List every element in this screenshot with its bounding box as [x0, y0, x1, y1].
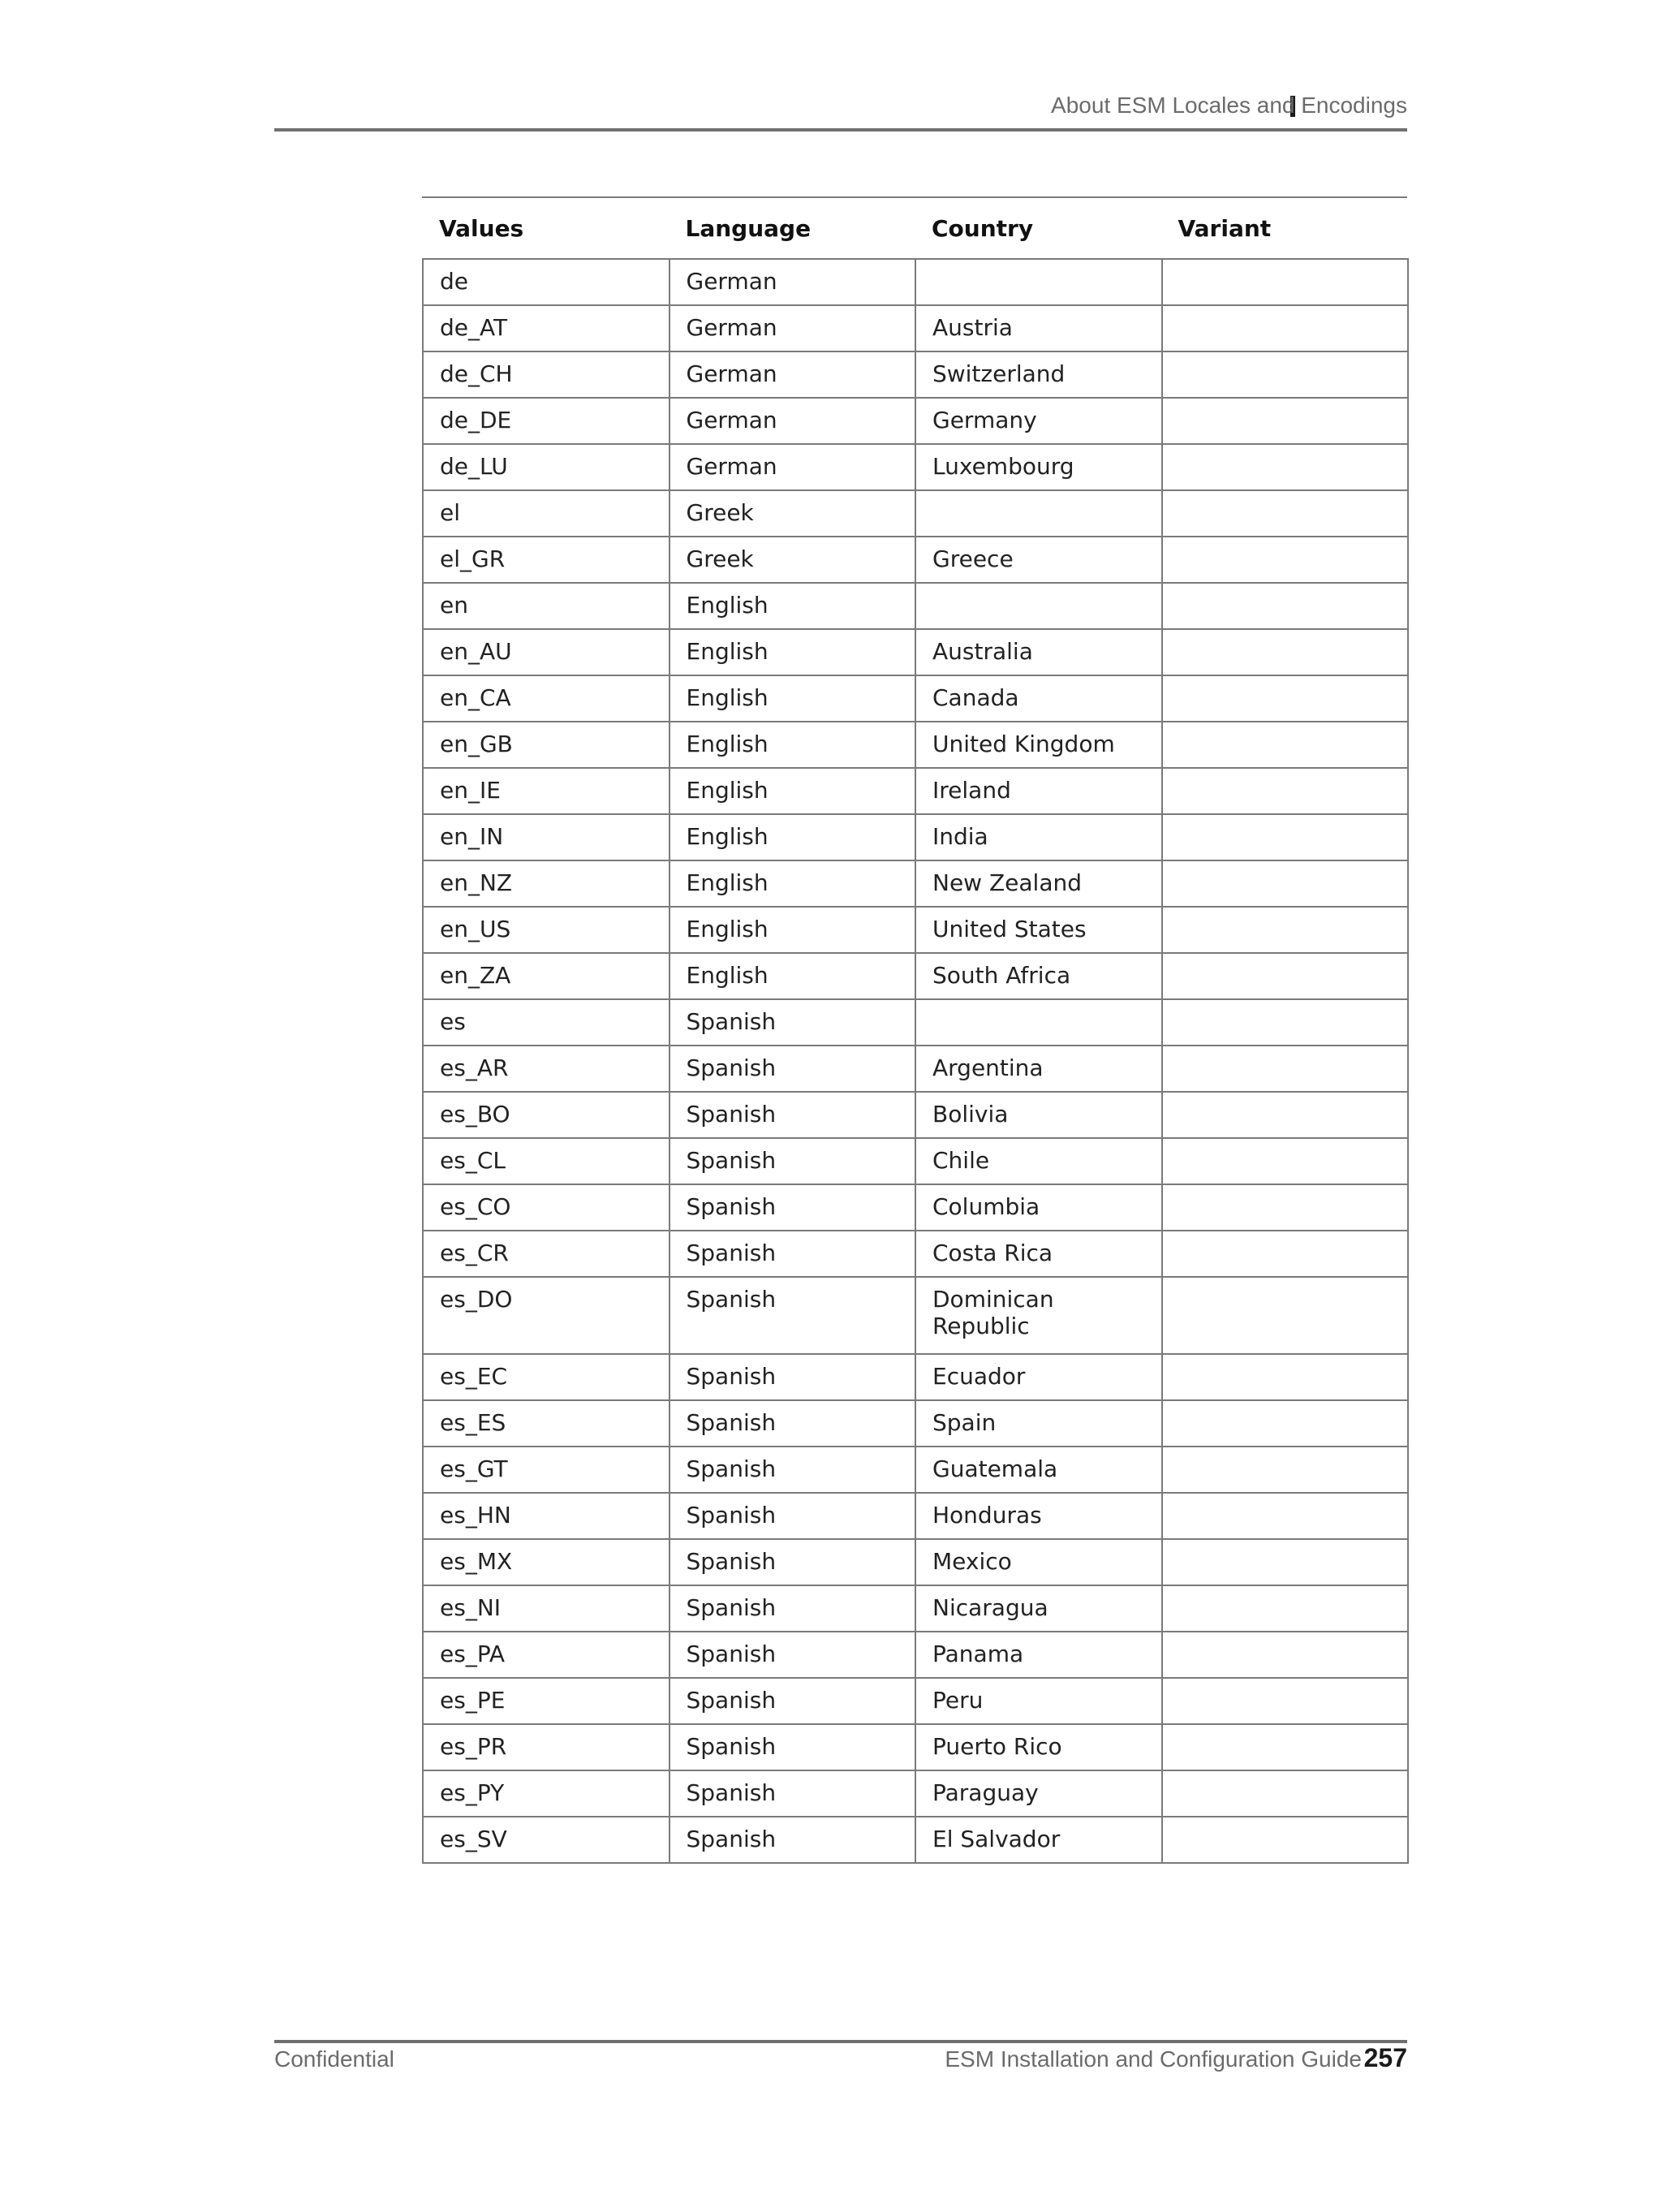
cell-variant	[1162, 629, 1409, 675]
table-row	[423, 907, 1408, 953]
table-row	[423, 398, 1408, 444]
column-header-variant: Variant	[1178, 214, 1272, 242]
table-body	[423, 259, 1408, 1863]
cell-language: English	[670, 768, 916, 814]
table-row	[423, 1447, 1408, 1493]
cell-value: el_GR	[423, 537, 670, 583]
cell-variant	[1162, 722, 1409, 768]
cell-value: es_DO	[423, 1277, 670, 1354]
table-row	[423, 1493, 1408, 1539]
table-row	[423, 1277, 1408, 1354]
cell-variant	[1162, 1585, 1409, 1632]
cell-variant	[1162, 1231, 1409, 1277]
cell-language: English	[670, 953, 916, 999]
cell-value: es_PY	[423, 1770, 670, 1817]
cell-variant	[1162, 1770, 1409, 1817]
cell-language: Spanish	[670, 1539, 916, 1585]
table-row	[423, 444, 1408, 490]
column-header-values: Values	[439, 214, 524, 242]
cell-variant	[1162, 1539, 1409, 1585]
cell-value: de_DE	[423, 398, 670, 444]
cell-variant	[1162, 398, 1409, 444]
locales-table	[422, 198, 1409, 1864]
cell-variant	[1162, 351, 1409, 398]
table-row	[423, 1770, 1408, 1817]
cell-value: en_IE	[423, 768, 670, 814]
cell-language: English	[670, 583, 916, 629]
cell-language: English	[670, 907, 916, 953]
table-row	[423, 351, 1408, 398]
cell-value: en_NZ	[423, 860, 670, 907]
cell-language: German	[670, 305, 916, 351]
table-row	[423, 305, 1408, 351]
table-row	[423, 1184, 1408, 1231]
cell-variant	[1162, 259, 1409, 305]
table-row	[423, 1400, 1408, 1447]
cell-variant	[1162, 1046, 1409, 1092]
cell-value: de_LU	[423, 444, 670, 490]
cell-value: es_AR	[423, 1046, 670, 1092]
cell-country: Greece	[915, 537, 1162, 583]
table-row	[423, 1231, 1408, 1277]
cell-value: es_SV	[423, 1817, 670, 1863]
cell-variant	[1162, 907, 1409, 953]
footer-confidential: Confidential	[274, 2046, 394, 2072]
cell-variant	[1162, 583, 1409, 629]
cell-country	[915, 583, 1162, 629]
cell-language: Spanish	[670, 1770, 916, 1817]
cell-variant	[1162, 1678, 1409, 1724]
cell-country: Honduras	[915, 1493, 1162, 1539]
cell-variant	[1162, 1400, 1409, 1447]
table-row	[423, 953, 1408, 999]
cell-value: es_PE	[423, 1678, 670, 1724]
cell-variant	[1162, 1184, 1409, 1231]
cell-country: New Zealand	[915, 860, 1162, 907]
table-row	[423, 999, 1408, 1046]
cell-value: en_GB	[423, 722, 670, 768]
cell-language: Greek	[670, 537, 916, 583]
cell-variant	[1162, 1632, 1409, 1678]
cell-language: Spanish	[670, 1678, 916, 1724]
cell-value: es_PR	[423, 1724, 670, 1770]
table-header-row	[423, 198, 1408, 259]
cell-country: Nicaragua	[915, 1585, 1162, 1632]
cell-value: en_CA	[423, 675, 670, 722]
cell-language: Spanish	[670, 1184, 916, 1231]
cell-language: English	[670, 629, 916, 675]
cell-value: de	[423, 259, 670, 305]
cell-language: German	[670, 351, 916, 398]
cell-language: German	[670, 398, 916, 444]
cell-value: en	[423, 583, 670, 629]
cell-country: Columbia	[915, 1184, 1162, 1231]
cell-country: Austria	[915, 305, 1162, 351]
cell-variant	[1162, 1493, 1409, 1539]
cell-language: Spanish	[670, 999, 916, 1046]
table-row	[423, 722, 1408, 768]
cell-variant	[1162, 953, 1409, 999]
table-row	[423, 1724, 1408, 1770]
cell-country: Germany	[915, 398, 1162, 444]
cell-variant	[1162, 860, 1409, 907]
cell-country: Guatemala	[915, 1447, 1162, 1493]
cell-country: Canada	[915, 675, 1162, 722]
cell-language: Spanish	[670, 1138, 916, 1184]
table-row	[423, 537, 1408, 583]
cell-variant	[1162, 675, 1409, 722]
cell-variant	[1162, 305, 1409, 351]
cell-language: Spanish	[670, 1632, 916, 1678]
table-row	[423, 583, 1408, 629]
cell-variant	[1162, 490, 1409, 537]
table-row	[423, 629, 1408, 675]
table-row	[423, 860, 1408, 907]
cell-language: Spanish	[670, 1724, 916, 1770]
cell-country: Ireland	[915, 768, 1162, 814]
cell-variant	[1162, 537, 1409, 583]
cell-value: de_CH	[423, 351, 670, 398]
cell-country: Panama	[915, 1632, 1162, 1678]
table-row	[423, 1046, 1408, 1092]
cell-language: English	[670, 675, 916, 722]
running-header	[274, 91, 1407, 132]
table-row	[423, 1092, 1408, 1138]
cell-value: en_ZA	[423, 953, 670, 999]
cell-variant	[1162, 1354, 1409, 1400]
cell-language: Spanish	[670, 1046, 916, 1092]
cell-variant	[1162, 768, 1409, 814]
cell-variant	[1162, 444, 1409, 490]
cell-variant	[1162, 1817, 1409, 1863]
cell-country: United States	[915, 907, 1162, 953]
cell-value: el	[423, 490, 670, 537]
cell-variant	[1162, 1138, 1409, 1184]
cell-value: en_US	[423, 907, 670, 953]
cell-country: Australia	[915, 629, 1162, 675]
cell-country: Puerto Rico	[915, 1724, 1162, 1770]
cell-language: Spanish	[670, 1092, 916, 1138]
cell-language: Spanish	[670, 1354, 916, 1400]
cell-language: German	[670, 259, 916, 305]
cell-country: Switzerland	[915, 351, 1162, 398]
cell-language: Spanish	[670, 1817, 916, 1863]
page-number: 257	[1363, 2043, 1407, 2072]
cell-country: Argentina	[915, 1046, 1162, 1092]
cell-value: es_PA	[423, 1632, 670, 1678]
cell-country	[915, 259, 1162, 305]
cell-country: Ecuador	[915, 1354, 1162, 1400]
cell-language: English	[670, 722, 916, 768]
cell-variant	[1162, 1724, 1409, 1770]
cell-language: Spanish	[670, 1447, 916, 1493]
cell-value: en_IN	[423, 814, 670, 860]
cell-country: India	[915, 814, 1162, 860]
table-row	[423, 490, 1408, 537]
table-row	[423, 259, 1408, 305]
column-header-country: Country	[932, 214, 1034, 242]
cell-language: English	[670, 814, 916, 860]
cell-variant	[1162, 1277, 1409, 1354]
cell-value: es_MX	[423, 1539, 670, 1585]
cell-value: es_CR	[423, 1231, 670, 1277]
cell-value: es_CO	[423, 1184, 670, 1231]
cell-country: Paraguay	[915, 1770, 1162, 1817]
table-row	[423, 1354, 1408, 1400]
cell-country: Dominican Republic	[915, 1277, 1162, 1354]
cell-country: Luxembourg	[915, 444, 1162, 490]
cell-country: Costa Rica	[915, 1231, 1162, 1277]
cell-country	[915, 490, 1162, 537]
cell-value: es_GT	[423, 1447, 670, 1493]
table-row	[423, 1539, 1408, 1585]
cell-value: es_NI	[423, 1585, 670, 1632]
footer-rule	[274, 2040, 1407, 2043]
cell-language: English	[670, 860, 916, 907]
cell-country: El Salvador	[915, 1817, 1162, 1863]
cell-language: Spanish	[670, 1400, 916, 1447]
column-header-language: Language	[685, 214, 812, 242]
cell-value: es	[423, 999, 670, 1046]
cell-variant	[1162, 999, 1409, 1046]
table-row	[423, 768, 1408, 814]
cell-country	[915, 999, 1162, 1046]
cell-country: Spain	[915, 1400, 1162, 1447]
cell-variant	[1162, 1092, 1409, 1138]
table-row	[423, 1632, 1408, 1678]
cell-country: Chile	[915, 1138, 1162, 1184]
cell-language: Spanish	[670, 1585, 916, 1632]
cell-language: Spanish	[670, 1493, 916, 1539]
cell-country: United Kingdom	[915, 722, 1162, 768]
cell-language: Greek	[670, 490, 916, 537]
table-row	[423, 1678, 1408, 1724]
cell-value: es_BO	[423, 1092, 670, 1138]
cell-country: South Africa	[915, 953, 1162, 999]
cell-variant	[1162, 1447, 1409, 1493]
cell-country: Bolivia	[915, 1092, 1162, 1138]
cell-language: Spanish	[670, 1231, 916, 1277]
cell-value: de_AT	[423, 305, 670, 351]
cell-language: Spanish	[670, 1277, 916, 1354]
cell-value: en_AU	[423, 629, 670, 675]
table-row	[423, 814, 1408, 860]
footer-guide-title: ESM Installation and Configuration Guide	[945, 2046, 1362, 2072]
cell-value: es_HN	[423, 1493, 670, 1539]
cell-country: Peru	[915, 1678, 1162, 1724]
header-title: About ESM Locales and Encodings	[1051, 93, 1407, 118]
cell-country: Mexico	[915, 1539, 1162, 1585]
cell-value: es_ES	[423, 1400, 670, 1447]
cell-language: German	[670, 444, 916, 490]
table-row	[423, 1817, 1408, 1863]
table-row	[423, 1585, 1408, 1632]
cell-value: es_EC	[423, 1354, 670, 1400]
table-row	[423, 1138, 1408, 1184]
cell-value: es_CL	[423, 1138, 670, 1184]
cell-variant	[1162, 814, 1409, 860]
table-row	[423, 675, 1408, 722]
